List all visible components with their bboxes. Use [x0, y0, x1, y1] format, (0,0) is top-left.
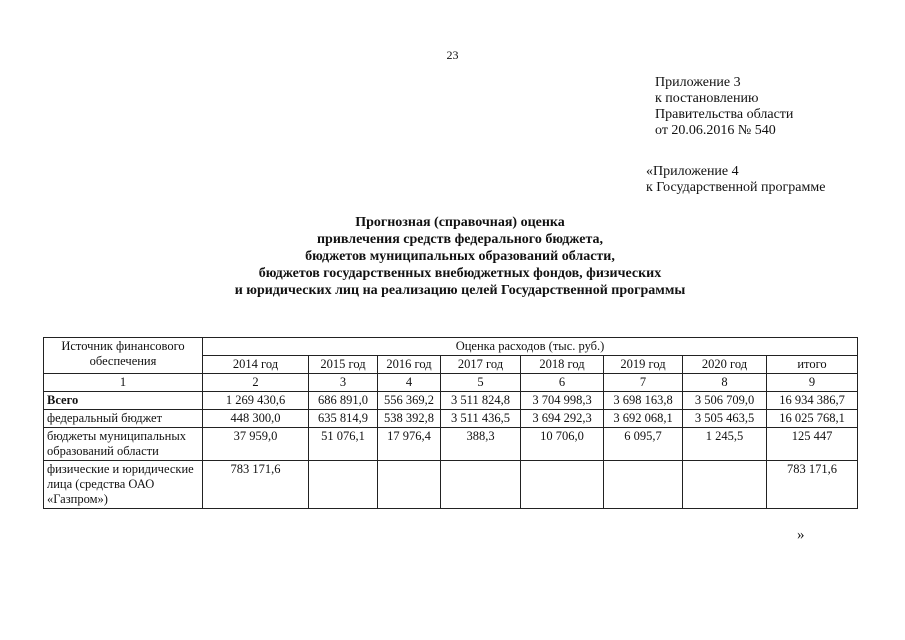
column-number: 1 — [44, 374, 203, 392]
value-cell: 16 025 768,1 — [767, 410, 858, 428]
year-header: 2017 год — [441, 356, 521, 374]
value-cell: 635 814,9 — [309, 410, 378, 428]
appendix-top-line: Приложение 3 — [655, 75, 741, 90]
value-cell — [441, 461, 521, 509]
row-source-municipal: бюджеты муниципальных образований области — [44, 428, 203, 461]
value-cell — [309, 461, 378, 509]
value-cell: 37 959,0 — [203, 428, 309, 461]
column-number: 2 — [203, 374, 309, 392]
value-cell: 3 694 292,3 — [521, 410, 604, 428]
table-row — [44, 410, 858, 428]
year-header: 2019 год — [604, 356, 683, 374]
year-header: 2018 год — [521, 356, 604, 374]
column-number: 5 — [441, 374, 521, 392]
table-row — [44, 428, 858, 461]
value-cell: 16 934 386,7 — [767, 392, 858, 410]
appendix-top-line: к постановлению — [655, 91, 759, 106]
row-source-federal: федеральный бюджет — [44, 410, 203, 428]
column-number: 7 — [604, 374, 683, 392]
value-cell — [521, 461, 604, 509]
appendix-inner — [646, 164, 825, 196]
value-cell: 6 095,7 — [604, 428, 683, 461]
title-line: привлечения средств федерального бюджета, — [316, 232, 604, 247]
appendix-top-line: Правительства области — [655, 107, 794, 122]
table-row — [44, 461, 858, 509]
value-cell — [604, 461, 683, 509]
financing-table — [43, 337, 858, 509]
column-number: 4 — [378, 374, 441, 392]
title-line: бюджетов муниципальных образований области, — [305, 249, 615, 264]
value-cell: 51 076,1 — [309, 428, 378, 461]
value-cell: 3 505 463,5 — [683, 410, 767, 428]
column-number-row — [44, 374, 858, 392]
year-header: 2016 год — [378, 356, 441, 374]
appendix-top — [655, 75, 793, 139]
value-cell: 3 704 998,3 — [521, 392, 604, 410]
document-title — [150, 214, 770, 299]
row-source-total: Всего — [44, 392, 203, 410]
column-number: 3 — [309, 374, 378, 392]
value-cell: 448 300,0 — [203, 410, 309, 428]
table-row — [44, 392, 858, 410]
value-cell — [683, 461, 767, 509]
column-number: 9 — [767, 374, 858, 392]
source-header: Источник финансового обеспечения — [44, 338, 203, 374]
value-cell: 125 447 — [767, 428, 858, 461]
value-cell: 388,3 — [441, 428, 521, 461]
total-header: итого — [767, 356, 858, 374]
year-header: 2020 год — [683, 356, 767, 374]
estimate-header: Оценка расходов (тыс. руб.) — [203, 338, 858, 356]
closing-quote-mark: » — [797, 527, 805, 543]
table-header-row — [44, 338, 858, 356]
appendix-top-line: от 20.06.2016 № 540 — [655, 123, 776, 138]
value-cell: 3 511 436,5 — [441, 410, 521, 428]
title-line: бюджетов государственных внебюджетных фондов, физических — [258, 266, 662, 281]
appendix-inner-line: «Приложение 4 — [646, 164, 739, 179]
value-cell: 3 698 163,8 — [604, 392, 683, 410]
value-cell: 3 692 068,1 — [604, 410, 683, 428]
page-number: 23 — [446, 48, 459, 62]
value-cell: 783 171,6 — [767, 461, 858, 509]
appendix-inner-line: к Государственной программе — [646, 180, 826, 195]
row-source-individuals: физические и юридические лица (средства ОАО «Газпром») — [44, 461, 203, 509]
title-line: Прогнозная (справочная) оценка — [355, 215, 565, 230]
column-number: 8 — [683, 374, 767, 392]
value-cell: 1 269 430,6 — [203, 392, 309, 410]
year-header: 2014 год — [203, 356, 309, 374]
year-header: 2015 год — [309, 356, 378, 374]
title-line: и юридических лиц на реализацию целей Государственной программы — [234, 283, 686, 298]
value-cell — [378, 461, 441, 509]
value-cell: 1 245,5 — [683, 428, 767, 461]
value-cell: 556 369,2 — [378, 392, 441, 410]
value-cell: 783 171,6 — [203, 461, 309, 509]
value-cell: 3 511 824,8 — [441, 392, 521, 410]
value-cell: 17 976,4 — [378, 428, 441, 461]
value-cell: 10 706,0 — [521, 428, 604, 461]
value-cell: 538 392,8 — [378, 410, 441, 428]
column-number: 6 — [521, 374, 604, 392]
value-cell: 686 891,0 — [309, 392, 378, 410]
value-cell: 3 506 709,0 — [683, 392, 767, 410]
